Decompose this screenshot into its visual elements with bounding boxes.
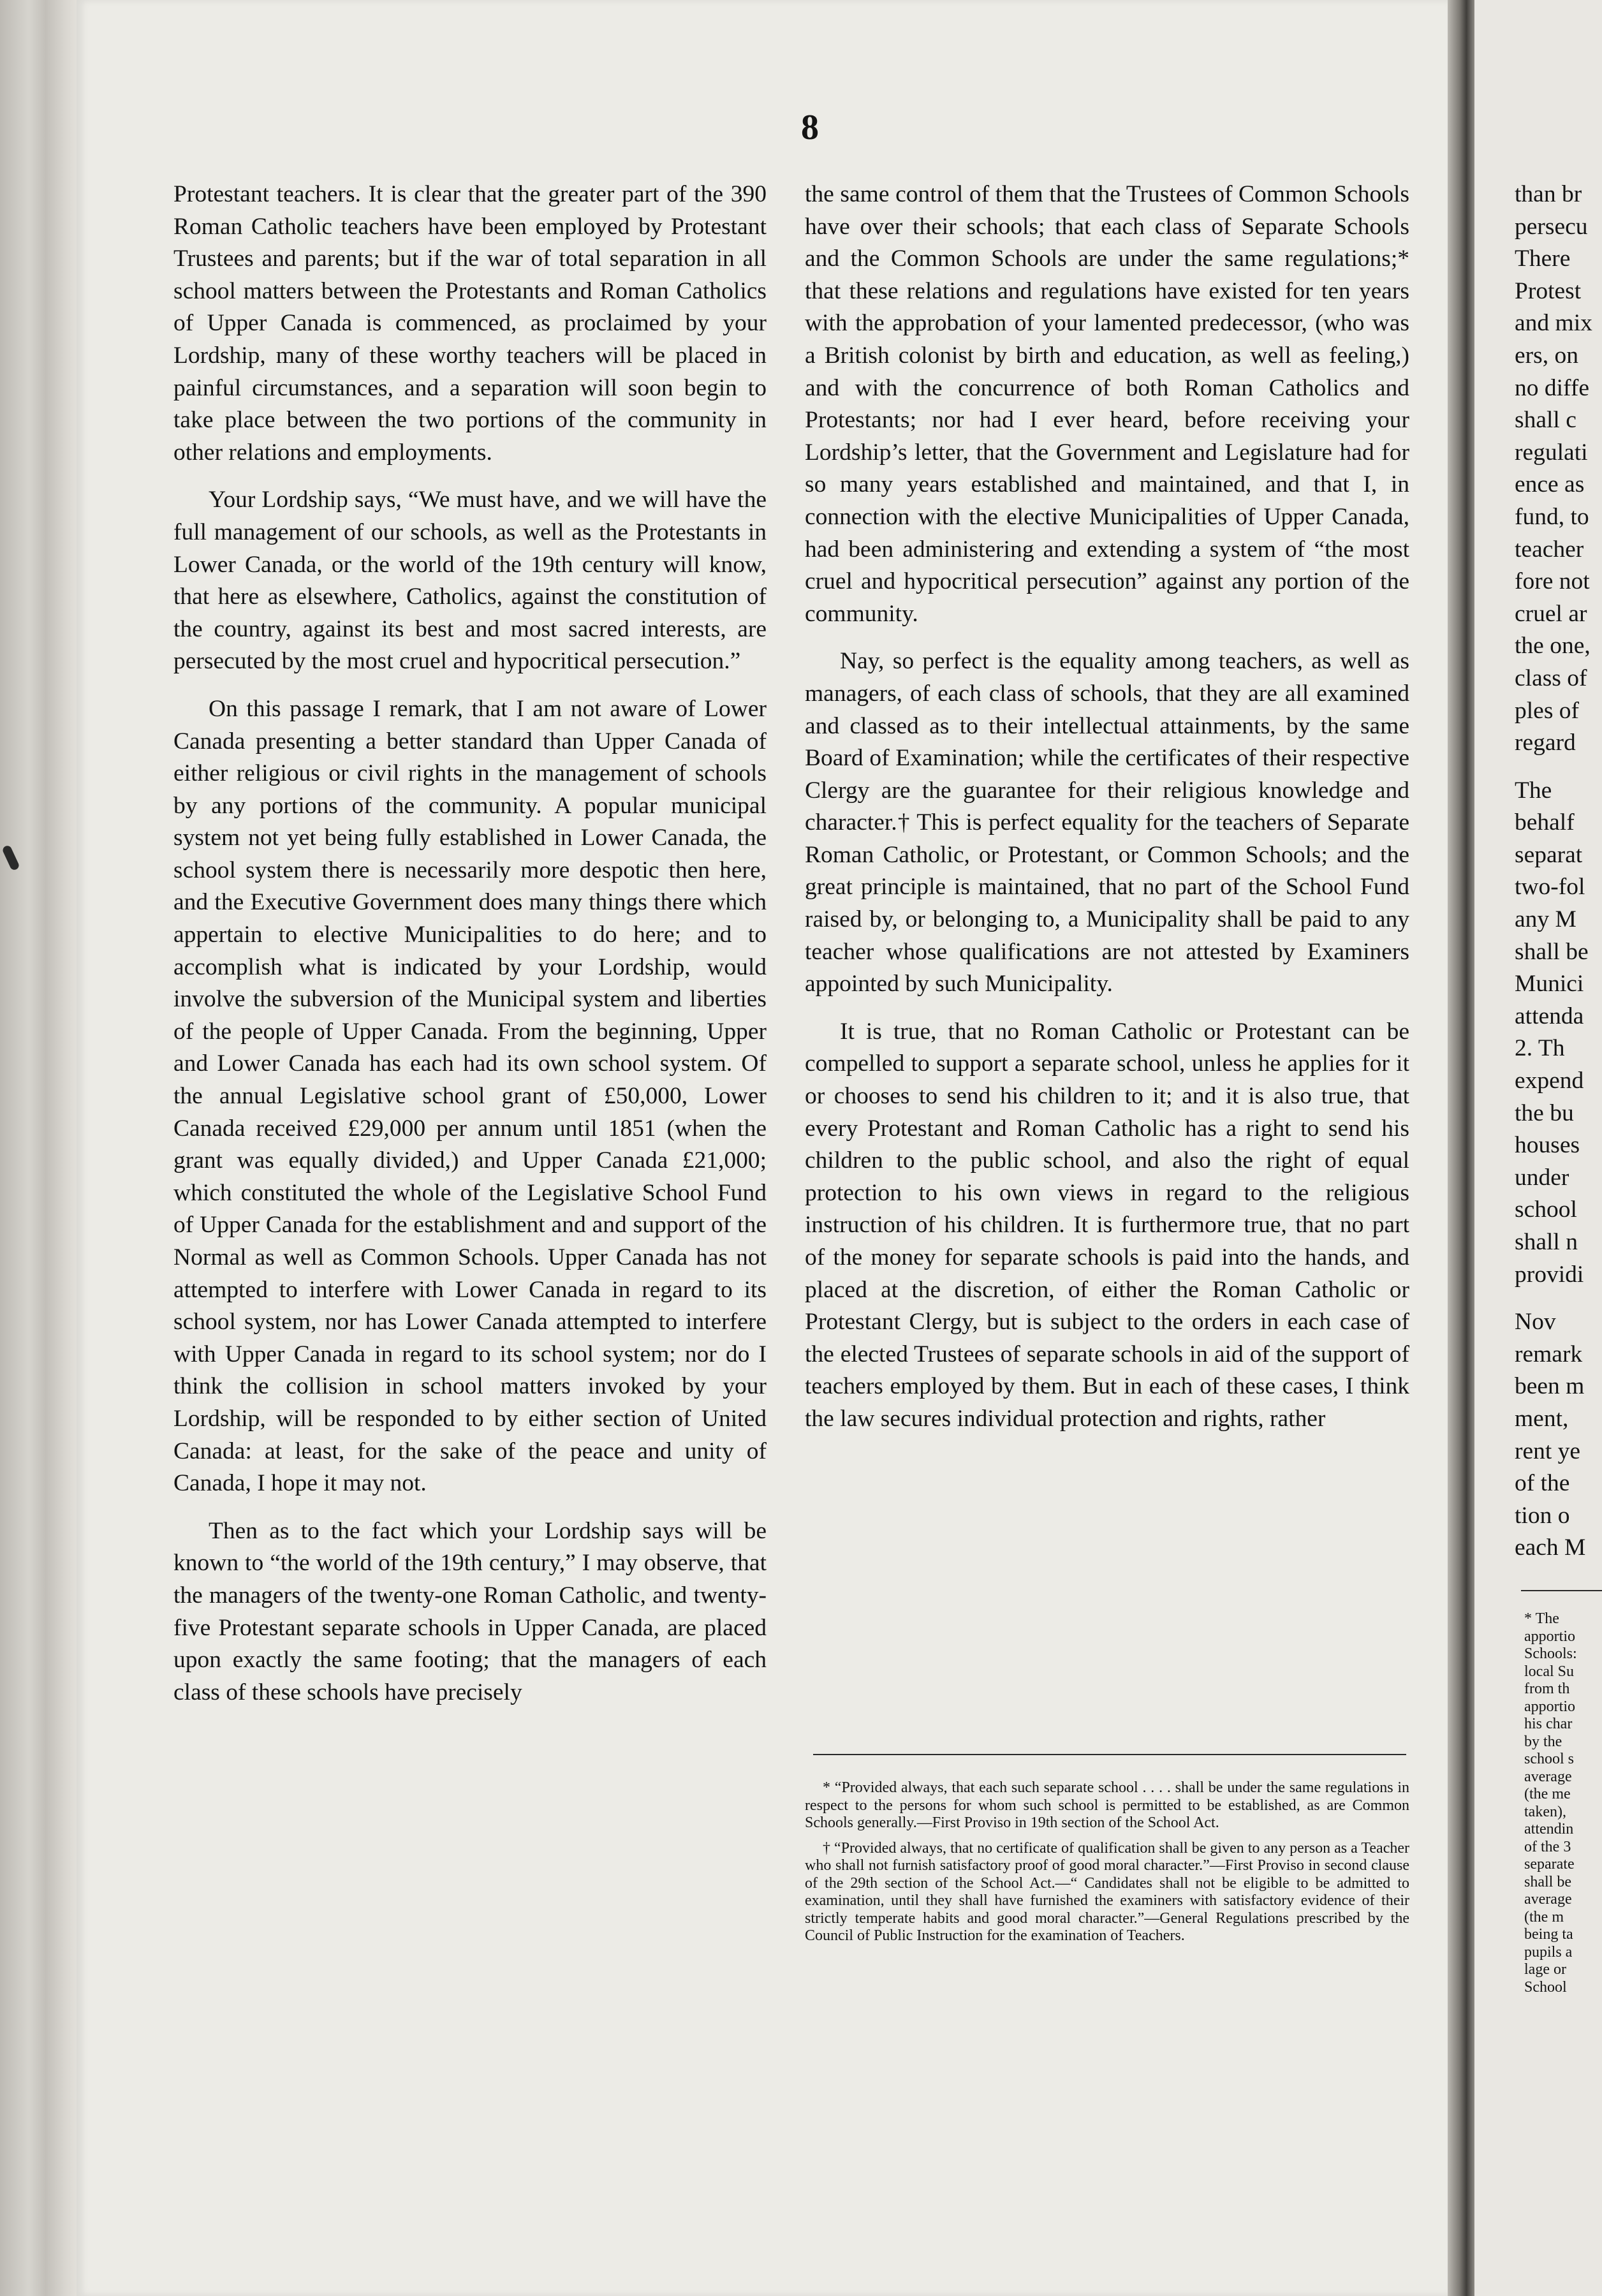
next-page-note-fragment: (the me bbox=[1524, 1786, 1571, 1802]
next-page-line-fragment: Munici bbox=[1515, 971, 1584, 997]
next-page-line-fragment: fore not bbox=[1515, 568, 1590, 595]
next-page-line-fragment: ers, on bbox=[1515, 342, 1578, 369]
next-page-line-fragment: houses bbox=[1515, 1132, 1580, 1159]
next-page-note-fragment: average bbox=[1524, 1768, 1572, 1785]
next-page-line-fragment: separat bbox=[1515, 841, 1583, 868]
next-page-line-fragment: under bbox=[1515, 1164, 1569, 1191]
next-page-line-fragment: There bbox=[1515, 246, 1571, 272]
next-page-line-fragment: cruel ar bbox=[1515, 600, 1587, 627]
paragraph: Nay, so perfect is the equality among teachers, as well as managers, of each class of schools, that they are all examined and classed as to their intellectual attainments, by the same Board of Examination; while the certificates of their respective Clergy are the guarantee for their religious knowledge and character.† This is perfect equality for the teachers of Separate Roman Catholic, or Protestant, or Common Schools; and the great principle is maintained, that no part of the School Fund raised by, or belonging to, a Municipality shall be paid to any teacher whose qualifications are not attested by Examiners appointed by such Municipality. bbox=[805, 648, 1409, 997]
next-page-line-fragment: ence as bbox=[1515, 471, 1585, 498]
next-page-note-fragment: from th bbox=[1524, 1681, 1570, 1697]
next-page-line-fragment: each M bbox=[1515, 1534, 1586, 1561]
next-page-line-fragment: two-fol bbox=[1515, 874, 1585, 901]
next-page-line-fragment: any M bbox=[1515, 906, 1576, 933]
next-page-line-fragment: fund, to bbox=[1515, 503, 1589, 530]
next-page-note-fragment: average bbox=[1524, 1891, 1572, 1908]
next-page-note-fragment: his char bbox=[1524, 1716, 1573, 1732]
next-page-line-fragment: shall be bbox=[1515, 938, 1589, 965]
next-page-note-fragment: taken), bbox=[1524, 1803, 1566, 1820]
next-page-line-fragment: persecu bbox=[1515, 213, 1588, 240]
paragraph: the same control of them that the Trustees of Common Schools have over their schools; that each class of Separate Schools and the Common Schools are under the same regulations;* that these relations and regulations have existed for ten years with the approbation of your lamented predecessor, (who was a British colonist by birth and education, as well as feeling,) and with the concurrence of both Roman Catholics and Protestants; nor had I ever heard, before receiving your Lordship’s letter, that the Government and Legislature had for so many years established and maintained, and that I, in connection with the elective Municipalities of Upper Canada, had been administering and extending a system of “the most cruel and hypocritical persecution” against any portion of the community. bbox=[805, 181, 1409, 627]
next-page-text-fragments bbox=[1515, 179, 1602, 1564]
footnote-divider bbox=[813, 1754, 1406, 1755]
next-page-line-fragment: the bu bbox=[1515, 1100, 1574, 1126]
paragraph: Your Lordship says, “We must have, and we will have the full management of our schools, as well as the Protestants in Lower Canada, or the world of the 19th century will know, that here as elsewhere, Catholics, against the constitution of the country, against its best and most sacred interests, are persecuted by the most cruel and hypocritical persecution.” bbox=[173, 487, 767, 675]
next-page-line-fragment: class of bbox=[1515, 665, 1587, 691]
paragraph: Then as to the fact which your Lordship says will be known to “the world of the 19th century,” I may observe, that the managers of the twenty-one Roman Catholic, and twenty-five Protestant separate schools in Upper Canada, are placed upon exactly the same footing; that the managers of each class of these schools have precisely bbox=[173, 1517, 767, 1705]
book-gutter bbox=[1448, 0, 1474, 2296]
next-page-line-fragment: the one, bbox=[1515, 633, 1591, 659]
next-page-note-fragment: shall be bbox=[1524, 1873, 1571, 1890]
paragraph: Protestant teachers. It is clear that the greater part of the 390 Roman Catholic teachers have been employed by Protestant Trustees and parents; but if the war of total separation in all school matters between the Protestants and Roman Catholics of Upper Canada is commenced, as proclaimed by your Lordship, many of these worthy teachers will be placed in painful circumstances, and a separation will soon begin to take place between the two portions of the community in other relations and employments. bbox=[173, 181, 767, 466]
next-page-line-fragment: regulati bbox=[1515, 439, 1588, 466]
next-page-note-fragment: lage or bbox=[1524, 1961, 1566, 1978]
left-text-column bbox=[173, 179, 767, 1709]
next-page-line-fragment: attenda bbox=[1515, 1003, 1584, 1029]
next-page-line-fragment: tion o bbox=[1515, 1502, 1570, 1529]
next-page-line-fragment: ment, bbox=[1515, 1405, 1569, 1432]
next-page-line-fragment: expend bbox=[1515, 1068, 1584, 1094]
next-page-line-fragment: regard bbox=[1515, 730, 1576, 756]
next-page-line-fragment: providi bbox=[1515, 1261, 1584, 1288]
next-page-line-fragment: The bbox=[1515, 777, 1552, 804]
next-page-line-fragment: teacher bbox=[1515, 536, 1584, 563]
next-page-note-fragment: by the bbox=[1524, 1733, 1562, 1750]
next-page-line-fragment: behalf bbox=[1515, 809, 1575, 836]
paragraph: On this passage I remark, that I am not aware of Lower Canada presenting a better standard than Upper Canada of either religious or civil rights in the management of schools by any portions of the community. A popular municipal system not yet being fully established in Lower Canada, the school system there is necessarily more despotic then here, and the Executive Government does many things there which appertain to elective Municipalities to do here; and to accomplish what is indicated by your Lordship, would involve the subversion of the Municipal system and liberties of the people of Upper Canada. From the beginning, Upper and Lower Canada has each had its own school system. Of the annual Legislative school grant of £50,000, Lower Canada received £29,000 per annum until 1851 (when the grant was equally divided,) and Upper Canada £21,000; which constituted the whole of the Legislative School Fund of Upper Canada for the establishment and and support of the Normal as well as Common Schools. Upper Canada has not attempted to interfere with Lower Canada in regard to its school system, nor has Lower Canada attempted to interfere with Upper Canada in regard to its school system; nor do I think the collision in school matters invoked by your Lordship, will be responded to by either section of United Canada: at least, for the sake of the peace and unity of Canada, I hope it may not. bbox=[173, 695, 767, 1497]
next-page-line-fragment: shall n bbox=[1515, 1229, 1578, 1255]
next-page-line-fragment: Nov bbox=[1515, 1309, 1556, 1336]
next-page-line-fragment: 2. Th bbox=[1515, 1035, 1565, 1062]
next-page-note-fragment: attendin bbox=[1524, 1821, 1574, 1837]
next-page-line-fragment: school bbox=[1515, 1196, 1577, 1223]
next-page-note-fragment: School bbox=[1524, 1978, 1567, 1996]
footnotes bbox=[805, 1779, 1409, 1953]
next-page-line-fragment: rent ye bbox=[1515, 1438, 1581, 1464]
next-page-note-fragment: * The bbox=[1524, 1610, 1559, 1627]
next-page-line-fragment: remark bbox=[1515, 1341, 1583, 1367]
next-page-note-fragment: being ta bbox=[1524, 1926, 1573, 1943]
next-page-note-fragment: apportio bbox=[1524, 1698, 1575, 1715]
next-page-line-fragment: been m bbox=[1515, 1373, 1585, 1400]
next-page-line-fragment: and mix bbox=[1515, 310, 1592, 337]
next-page-footnote-divider bbox=[1521, 1590, 1602, 1591]
next-page-note-fragment: school s bbox=[1524, 1751, 1574, 1767]
next-page-footnote-fragments bbox=[1524, 1610, 1602, 1996]
next-page-line-fragment: than br bbox=[1515, 181, 1582, 207]
footnote: † “Provided always, that no certificate of qualification shall be given to any person as a Teacher who shall not furnish satisfactory proof of good moral character.”—First Proviso in second clause of the 29th section of the School Act.—“ Candidates shall not be eligible to be admitted to examination, until they shall have furnished the examiners with satisfactory evidence of their strictly temperate habits and good moral character.”—General Regulations prescribed by the Council of Public Instruction for the examination of Teachers. bbox=[805, 1839, 1409, 1944]
next-page-note-fragment: separate bbox=[1524, 1856, 1575, 1873]
next-page-note-fragment: (the m bbox=[1524, 1908, 1564, 1925]
next-page-line-fragment: shall c bbox=[1515, 407, 1576, 434]
next-page-note-fragment: Schools: bbox=[1524, 1645, 1577, 1662]
paragraph: It is true, that no Roman Catholic or Protestant can be compelled to support a separate school, unless he applies for it or chooses to send his children to it; and it is also true, that every Protestant and Roman Catholic has a right to send his children to the public school, and also the right of equal protection to his own views in regard to the religious instruction of his children. It is furthermore true, that no part of the money for separate schools is paid into the hands, and placed at the discretion, of either the Roman Catholic or Protestant Clergy, but is subject to the orders in each case of the elected Trustees of separate schools in aid of the support of teachers employed by them. But in each of these cases, I think the law secures individual protection and rights, rather bbox=[805, 1018, 1409, 1432]
next-page-line-fragment: of the bbox=[1515, 1470, 1570, 1497]
next-page-line-fragment: ples of bbox=[1515, 697, 1580, 724]
next-page-note-fragment: pupils a bbox=[1524, 1943, 1573, 1961]
footnote: * “Provided always, that each such separate school . . . . shall be under the same regulations in respect to the persons for whom such school is permitted to be established, as are Common Schools generally.—First Proviso in 19th section of the School Act. bbox=[805, 1779, 1409, 1831]
next-page-line-fragment: Protest bbox=[1515, 277, 1582, 304]
page-number: 8 bbox=[801, 108, 819, 147]
book-edge-left bbox=[0, 0, 83, 2296]
next-page-note-fragment: local Su bbox=[1524, 1663, 1574, 1680]
next-page-note-fragment: of the 3 bbox=[1524, 1838, 1571, 1855]
right-text-column bbox=[805, 179, 1409, 1436]
next-page-note-fragment: apportio bbox=[1524, 1628, 1575, 1645]
next-page-line-fragment: no diffe bbox=[1515, 374, 1589, 401]
